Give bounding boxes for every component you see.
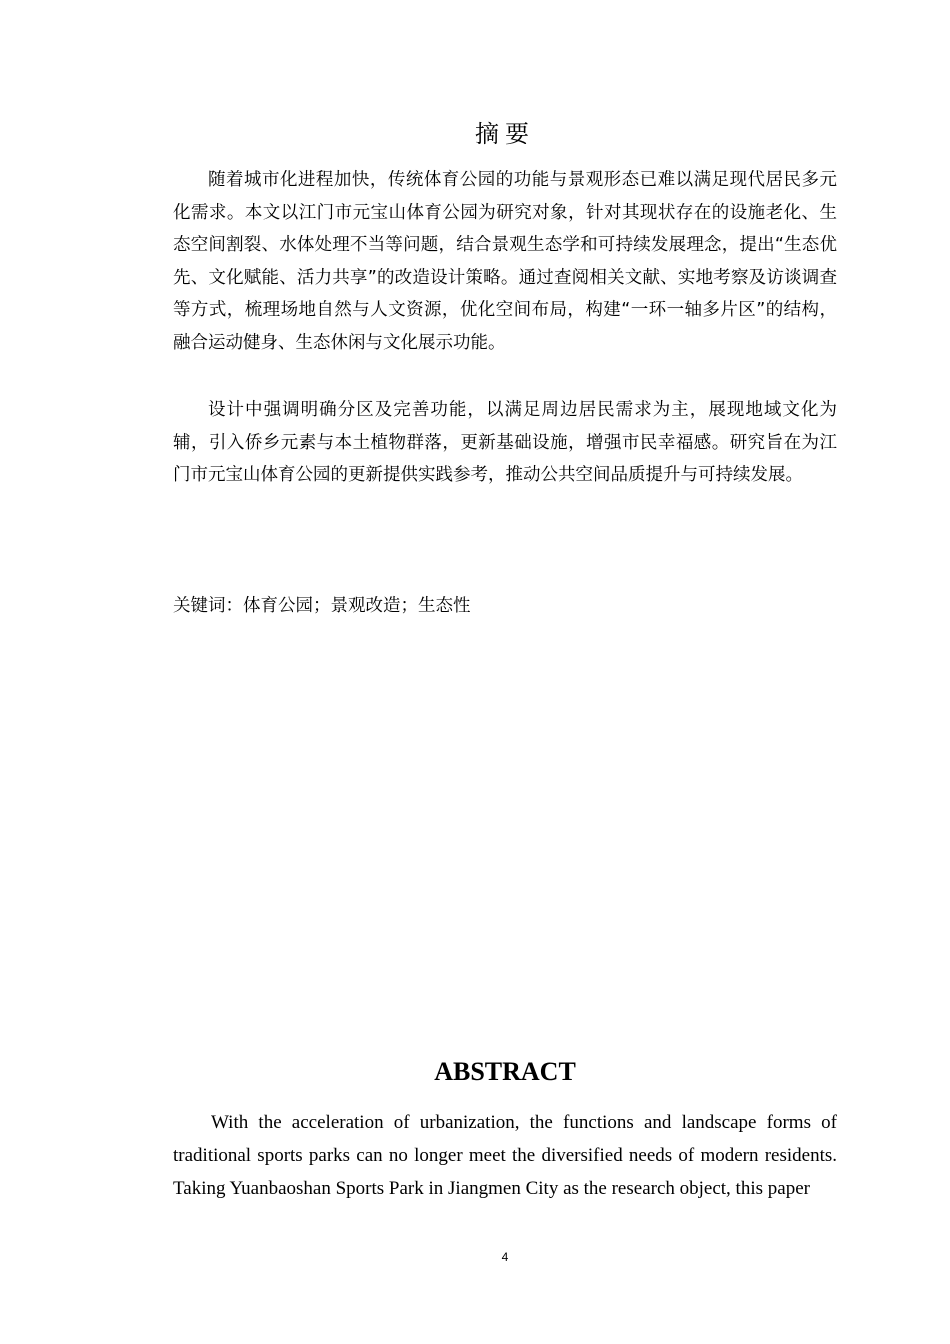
abstract-en-paragraph: With the acceleration of urbanization, the functions and landscape forms of traditional sports parks can no longer meet the diversified needs of modern residents. Taking Yuanbaoshan Sports Park in Jiangmen City as the research object, this paper	[173, 1112, 837, 1199]
abstract-cn-paragraph-1: 随着城市化进程加快，传统体育公园的功能与景观形态已难以满足现代居民多元化需求。本文以江门市元宝山体育公园为研究对象，针对其现状存在的设施老化、生态空间割裂、水体处理不当等问题，结合景观生态学和可持续发展理念，提出“生态优先、文化赋能、活力共享”的改造设计策略。通过查阅相关文献、实地考察及访谈调查等方式，梳理场地自然与人文资源，优化空间布局，构建“一环一轴多片区”的结构，融合运动健身、生态休闲与文化展示功能。	[173, 170, 837, 353]
abstract-cn-title: 摘要	[475, 120, 535, 148]
abstract-en-title: ABSTRACT	[434, 1057, 576, 1086]
abstract-cn-paragraph-2: 设计中强调明确分区及完善功能，以满足周边居民需求为主，展现地域文化为辅，引入侨乡元素与本土植物群落，更新基础设施，增强市民幸福感。研究旨在为江门市元宝山体育公园的更新提供实践参考，推动公共空间品质提升与可持续发展。	[173, 400, 837, 486]
page-number: 4	[501, 1250, 509, 1264]
keywords-label: 关键词：	[173, 596, 243, 616]
keywords-line	[173, 590, 837, 622]
keywords-value: 体育公园；景观改造；生态性	[243, 596, 471, 616]
